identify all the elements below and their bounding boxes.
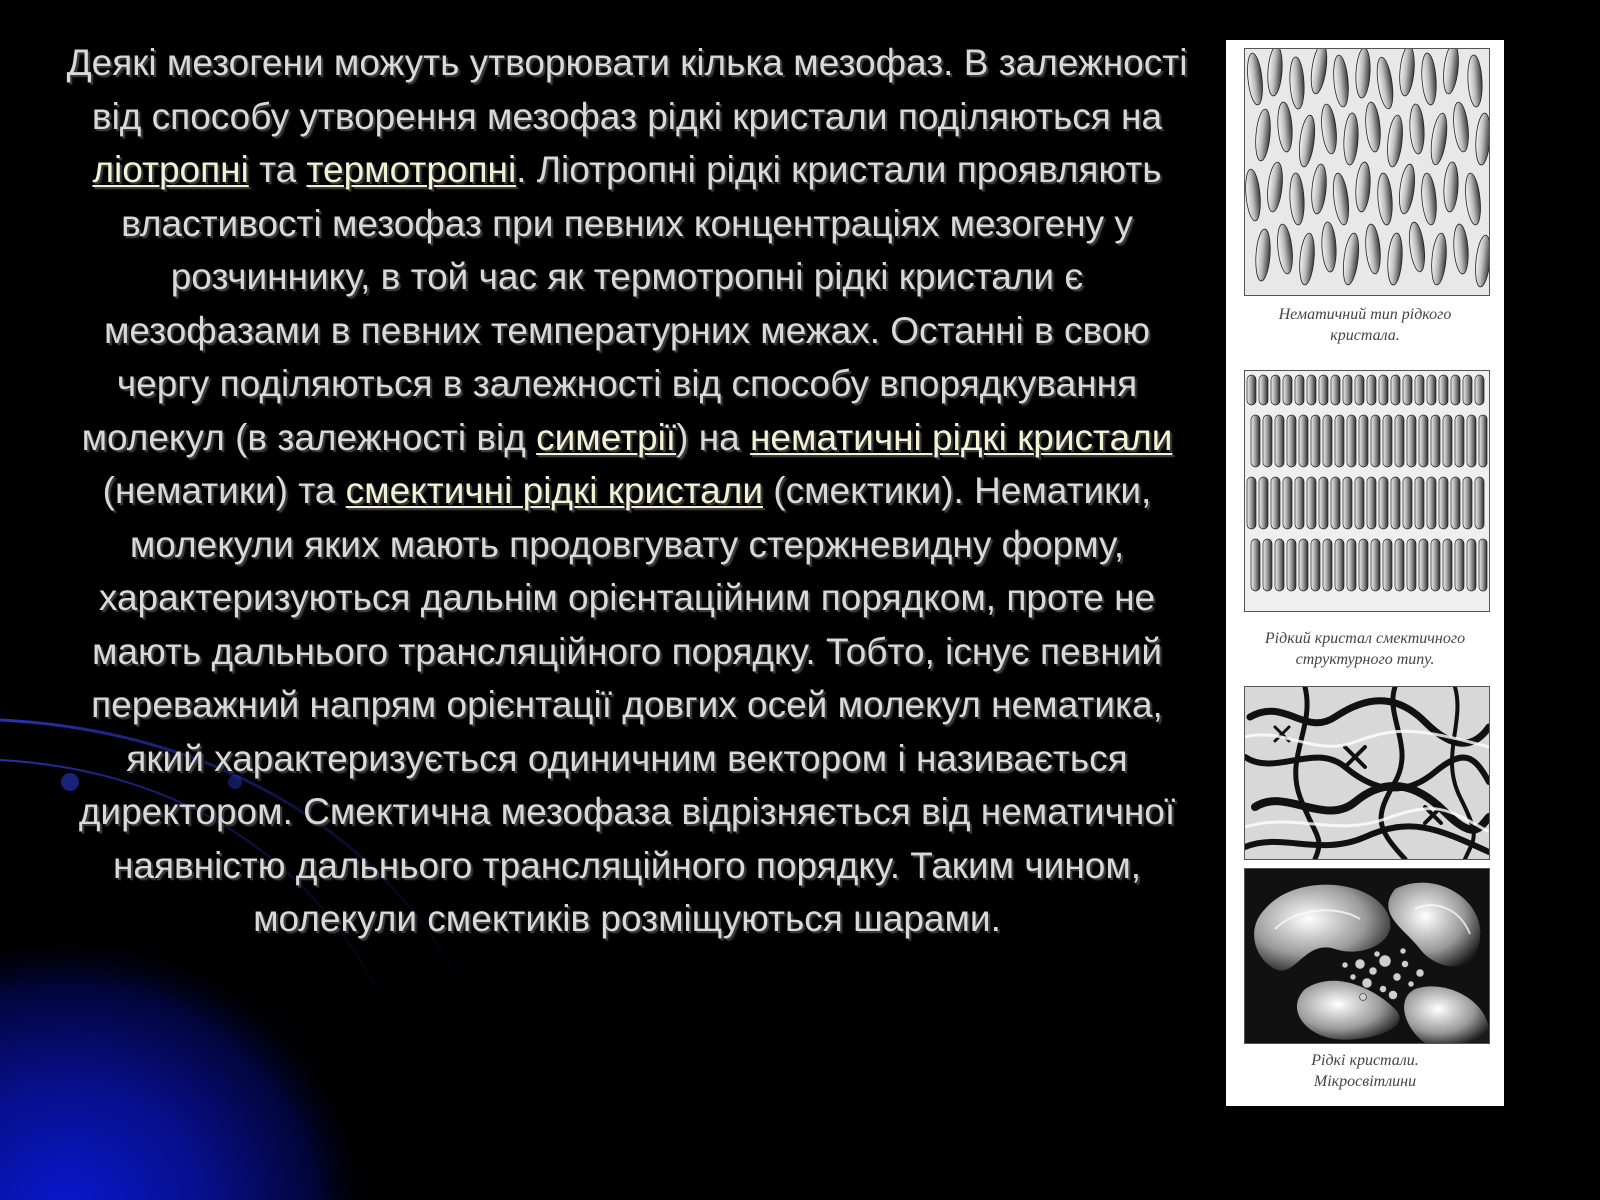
link-smectic-liquid-crystals[interactable]: смектичні рідкі кристали [345,470,763,511]
micrograph-droplets [1244,868,1490,1044]
caption-smectic-line-2: структурного типу. [1295,651,1435,668]
caption-smectic-line-1: Рідкий кристал смектичного [1264,630,1466,647]
text-part-1: Деякі мезогени можуть утворювати кілька мезофаз. В залежності від способу утворення мезофаз рідкі кристали поділяються на [66,42,1188,137]
text-part-3: . Ліотропні рідкі кристали проявляють властивості мезофаз при певних концентраціях мезогену у розчиннику, в той час як термотропні рідкі кристали є мезофазами в певних температурних межах. Останні в свою чергу поділяються в залежності від способу впорядкування молекул (в залежності від [81,149,1162,458]
caption-nematic-line-1: Нематичний тип рідкого [1278,306,1452,323]
text-part-7: . Смектична мезофаза відрізняється від нематичної наявністю дальнього трансляційного порядку. Таким чином, молекули смектиків розміщуються шарами. [112,791,1176,939]
micrograph-schlieren [1244,686,1490,860]
term-director: директором [78,791,283,832]
text-part-5: (нематики) та [102,470,336,511]
figure-panel [1226,40,1504,1106]
text-part-4: ) на [676,416,740,458]
smectic-illustration [1244,370,1490,612]
text-part-2: та [259,149,297,190]
caption-smectic [1230,628,1500,670]
link-nematic-liquid-crystals[interactable]: нематичні рідкі кристали [750,416,1173,458]
body-text [58,36,1196,946]
caption-micrographs-line-1: Рідкі кристали. [1311,1052,1419,1069]
caption-micrographs [1230,1050,1500,1092]
caption-micrographs-line-2: Мікросвітлини [1313,1073,1417,1090]
link-thermotropic[interactable]: термотропні [306,149,517,190]
link-lyotropic[interactable]: ліотропні [92,149,249,190]
text-part-6: (смектики). Нематики, молекули яких мають продовгувату стержневидну форму, характеризуються дальнім орієнтаційним порядком, проте не мають дальнього трансляційного порядку. Тобто, існує певний переважний напрям орієнтації довгих осей молекул нематика, який характеризується одиничним вектором і називається [91,470,1163,779]
caption-nematic-line-2: кристала. [1330,327,1400,344]
nematic-illustration [1244,48,1490,296]
caption-nematic [1230,304,1500,346]
link-symmetry[interactable]: симетрії [536,416,677,458]
